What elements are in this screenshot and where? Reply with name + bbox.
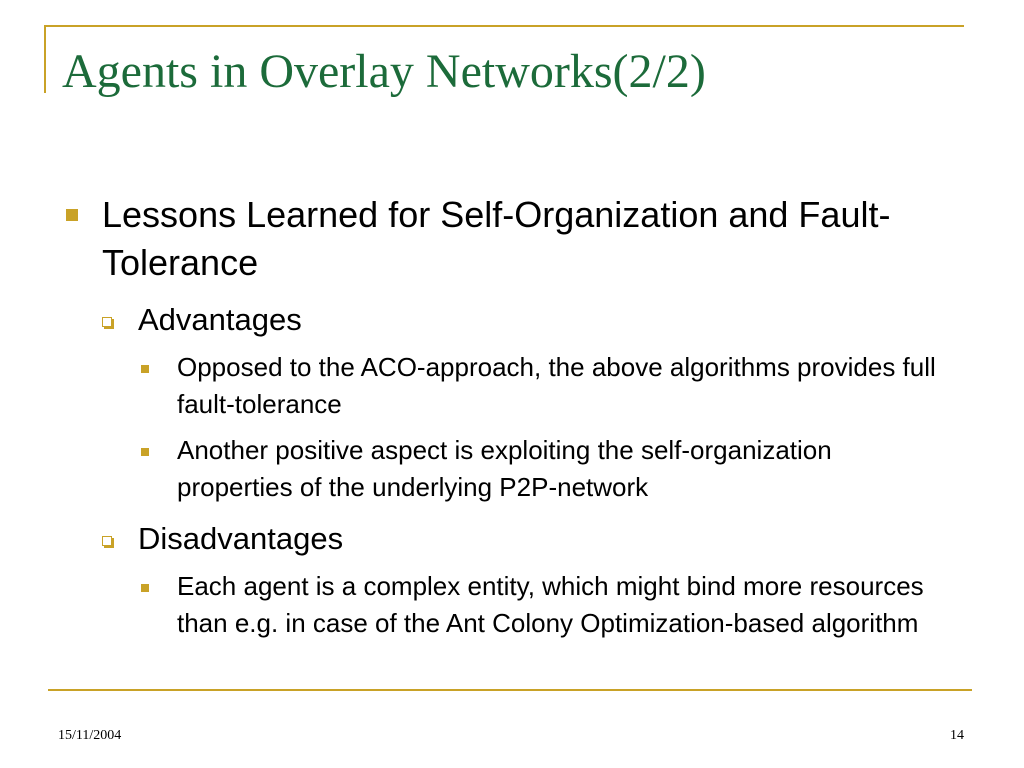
advantages-heading: Advantages — [138, 302, 302, 337]
square-bullet-icon — [141, 448, 149, 456]
square-bullet-icon — [141, 584, 149, 592]
square-bullet-icon — [66, 209, 78, 221]
square-bullet-icon — [141, 365, 149, 373]
title-frame-top-rule — [44, 25, 964, 27]
footer-divider — [48, 689, 972, 691]
footer-page-number: 14 — [950, 728, 964, 743]
advantage-item-1: Opposed to the ACO-approach, the above algorithms provides full fault-tolerance — [177, 352, 936, 419]
disadvantages-heading: Disadvantages — [138, 521, 344, 556]
hollow-square-bullet-icon — [102, 536, 112, 546]
advantage-item-2: Another positive aspect is exploiting the self-organization properties of the underlying P2P-network — [177, 435, 832, 502]
title-frame-left-rule — [44, 25, 46, 93]
slide-title: Agents in Overlay Networks(2/2) — [62, 45, 706, 98]
disadvantage-item-1: Each agent is a complex entity, which might bind more resources than e.g. in case of the Ant Colony Optimization-based algorithm — [177, 571, 924, 638]
main-bullet-text: Lessons Learned for Self-Organization and Fault-Tolerance — [102, 194, 891, 283]
footer-date: 15/11/2004 — [58, 728, 122, 743]
hollow-square-bullet-icon — [102, 317, 112, 327]
